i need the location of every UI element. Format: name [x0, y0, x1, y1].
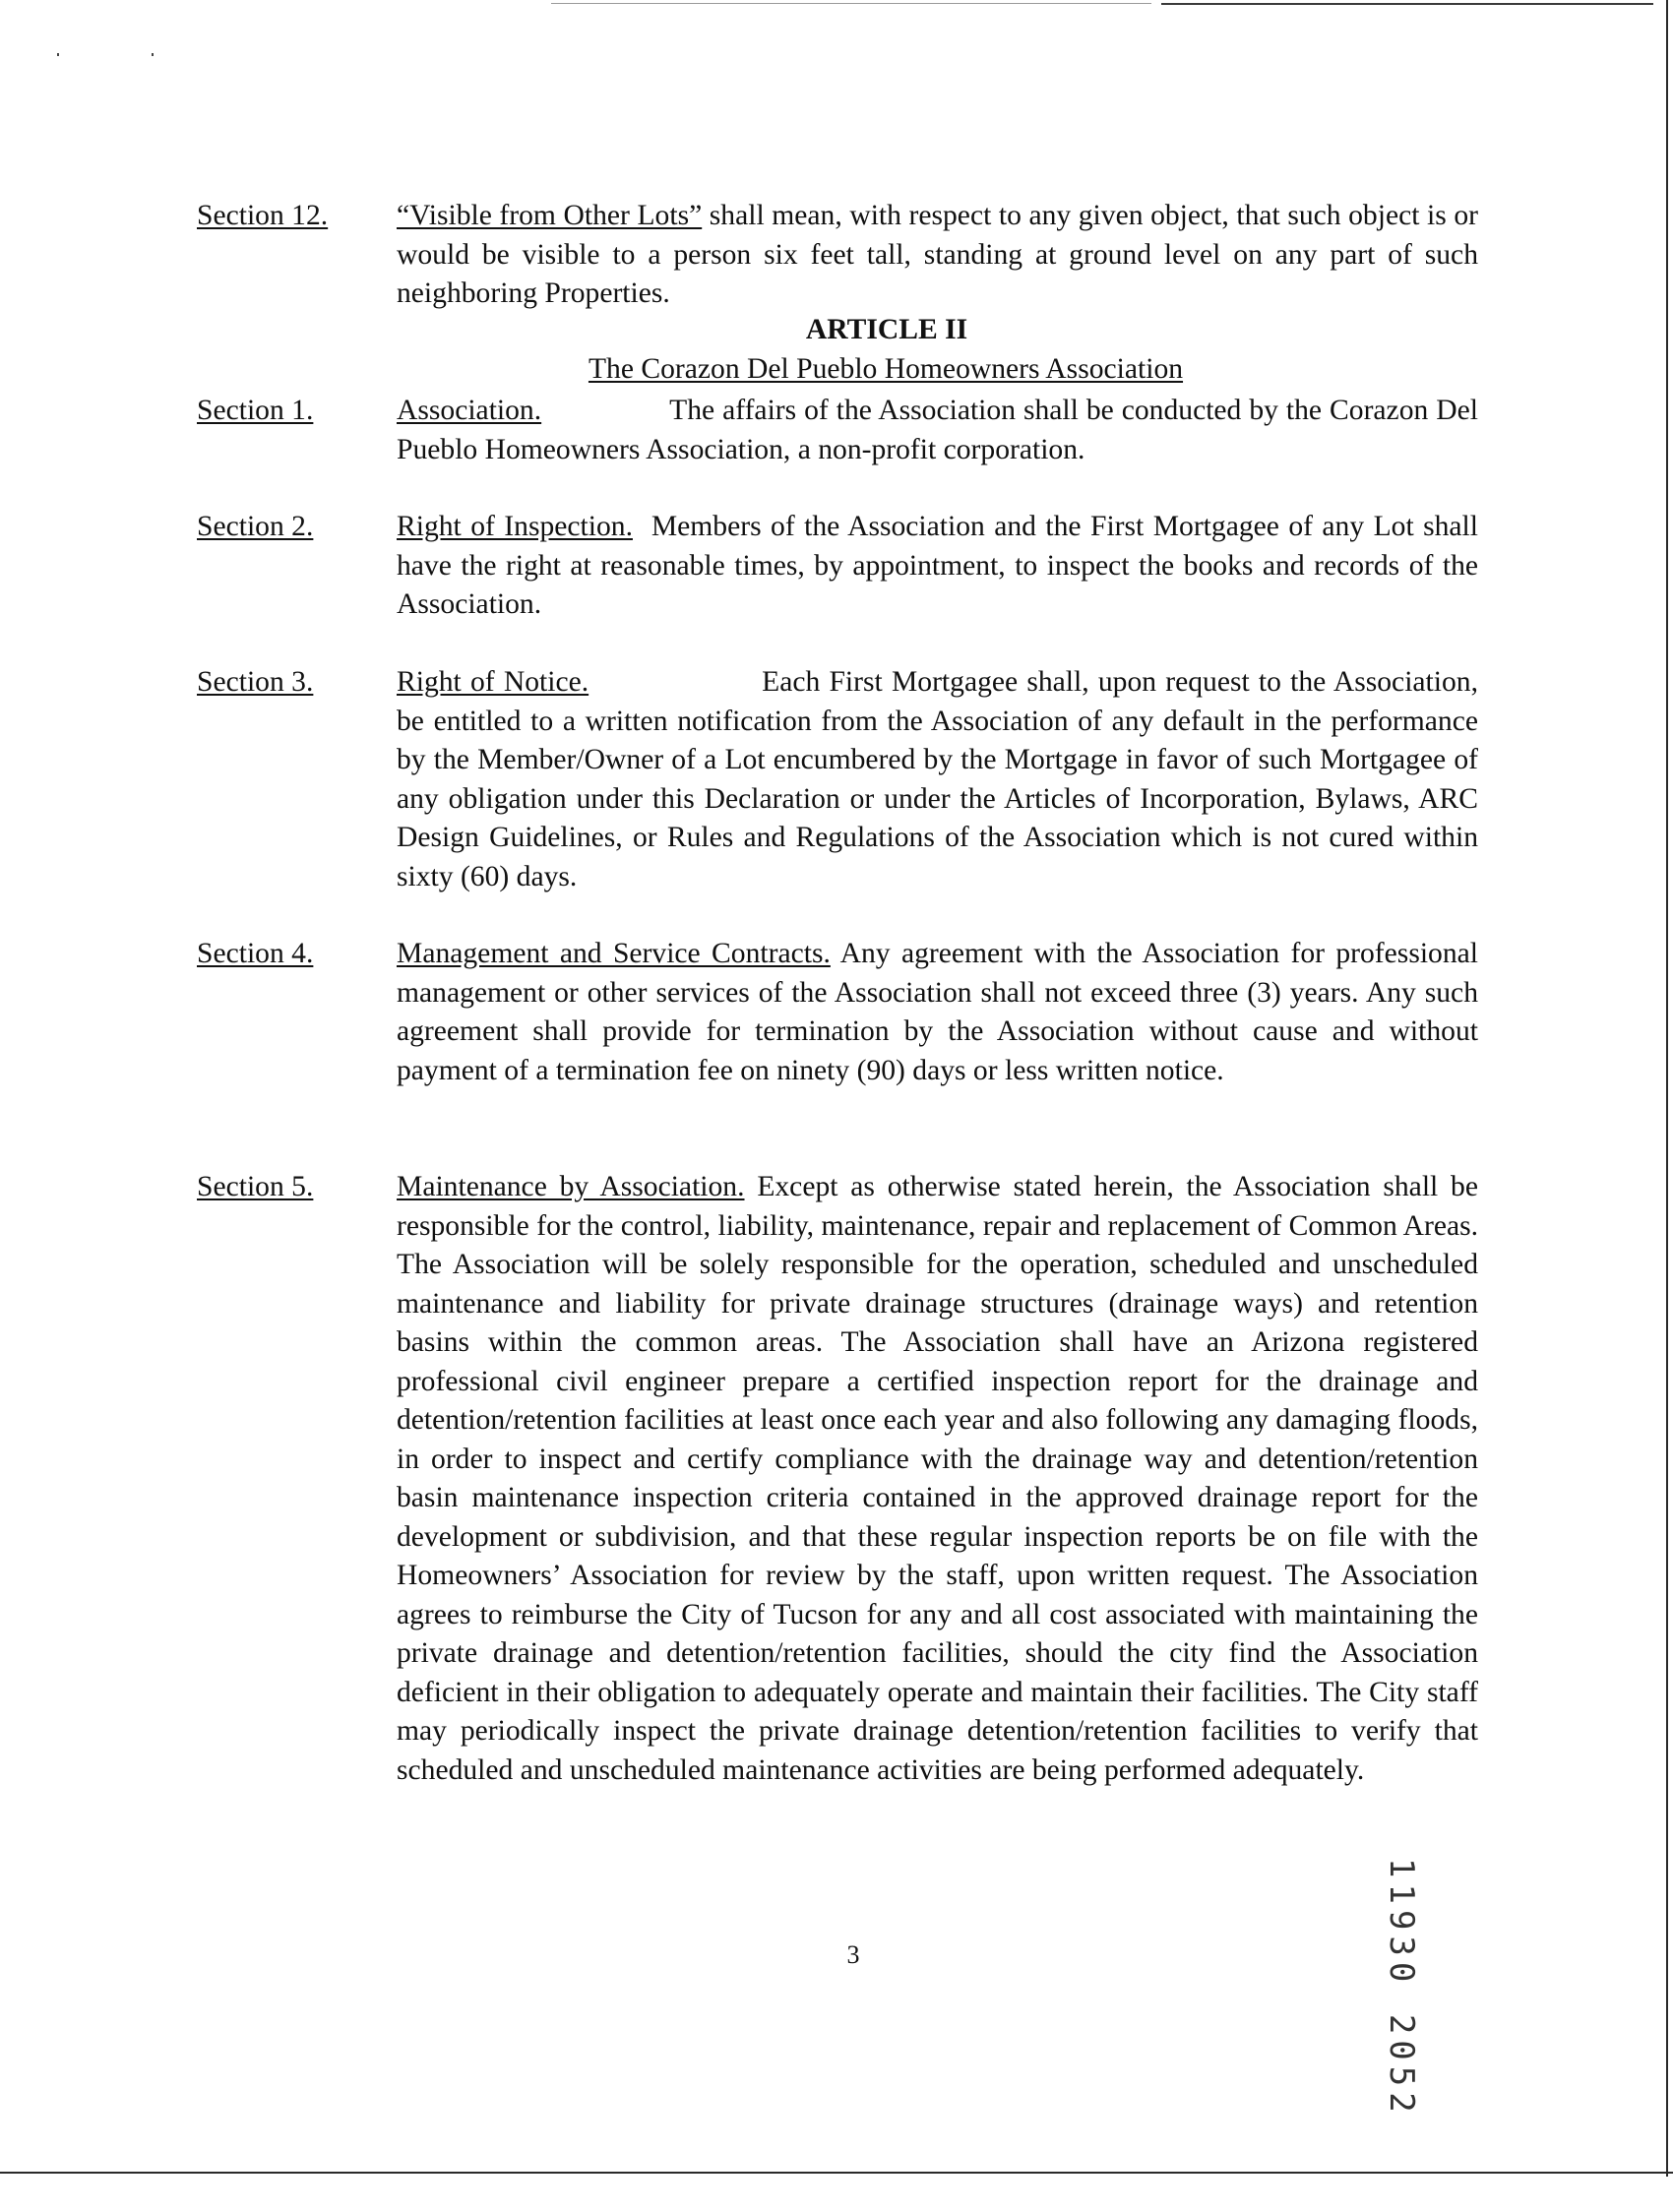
section-body — [397, 663, 1478, 896]
section-4 — [197, 935, 1478, 1090]
scan-edge-top — [1161, 3, 1653, 5]
page-number: 3 — [846, 1940, 860, 1969]
section-title: “Visible from Other Lots” — [397, 200, 703, 231]
scan-edge-right — [1666, 0, 1668, 2177]
section-body — [397, 935, 1478, 1090]
section-text: Each First Mortgagee shall, upon request to the Association, be entitled to a written notification from the Association of any default in the performance by the Member/Owner of a Lot encumbered by the Mortgage in favor of such Mortgagee of any obligation under this Declaration or under the Articles of Incorporation, Bylaws, ARC Design Guidelines, or Rules and Regulations of the Association which is not cured within sixty (60) days. — [397, 666, 1478, 892]
section-label: Section 1. — [197, 395, 314, 426]
section-label: Section 2. — [197, 511, 314, 542]
section-text: shall mean, with respect to any given object, that such object is or would be visible to a person six feet tall, standing at ground level on any part of such neighboring Properties. — [397, 200, 1478, 309]
section-text: Except as otherwise stated herein, the Association shall be responsible for the control, liability, maintenance, repair and replacement of Common Areas. The Association will be solely responsible for the operation, scheduled and unscheduled maintenance and liability for private drainage structures (drainage ways) and retention basins within the common areas. The Association shall have an Arizona registered professional civil engineer prepare a certified inspection report for the drainage and detention/retention facilities at least once each year and also following any damaging floods, in order to inspect and certify compliance with the drainage way and detention/retention basin maintenance inspection criteria contained in the approved drainage report for the development or subdivision, and that these regular inspection reports be on file with the Homeowners’ Association for review by the staff, upon written request. The Association agrees to reimburse the City of Tucson for any and all cost associated with maintaining the private drainage and detention/retention facilities, should the city find the Association deficient in their obligation to adequately operate and maintain their facilities. The City staff may periodically inspect the private drainage detention/retention facilities to verify that scheduled and unscheduled maintenance activities are being performed adequately. — [397, 1171, 1478, 1786]
section-body — [397, 508, 1478, 625]
section-label: Section 12. — [197, 200, 329, 231]
section-text: Any agreement with the Association for professional management or other services of the Association shall not exceed three (3) years. Any such agreement shall provide for termination by the Association without cause and without payment of a termination fee on ninety (90) days or less written notice. — [397, 938, 1479, 1086]
section-text: Members of the Association and the First Mortgagee of any Lot shall have the right at reasonable times, by appointment, to inspect the books and records of the Association. — [397, 511, 1478, 620]
section-title: Association. — [397, 395, 542, 426]
section-label: Section 3. — [197, 666, 314, 698]
section-title: Right of Notice. — [397, 666, 589, 698]
section-label: Section 5. — [197, 1171, 314, 1202]
section-3 — [197, 663, 1478, 896]
section-body — [397, 1168, 1478, 1790]
scan-speck — [152, 53, 154, 56]
section-12 — [197, 197, 1478, 314]
section-5 — [197, 1168, 1478, 1790]
scan-speck — [57, 53, 59, 56]
section-2 — [197, 508, 1478, 625]
scan-edge-bottom — [0, 2172, 1673, 2174]
recording-stamp: 11930 2052 — [1382, 1858, 1421, 2119]
section-body — [397, 392, 1478, 469]
section-label: Section 4. — [197, 938, 314, 969]
section-1 — [197, 392, 1478, 469]
article-subheading: The Corazon Del Pueblo Homeowners Association — [588, 353, 1184, 385]
section-title: Management and Service Contracts. — [397, 938, 831, 969]
scan-edge-top-faint — [551, 3, 1151, 4]
article-heading: ARTICLE II — [805, 314, 968, 345]
section-title: Maintenance by Association. — [397, 1171, 745, 1202]
section-body — [397, 197, 1478, 314]
section-title: Right of Inspection. — [397, 511, 633, 542]
section-text: The affairs of the Association shall be conducted by the Corazon Del Pueblo Homeowners Association, a non-profit corporation. — [397, 395, 1478, 465]
